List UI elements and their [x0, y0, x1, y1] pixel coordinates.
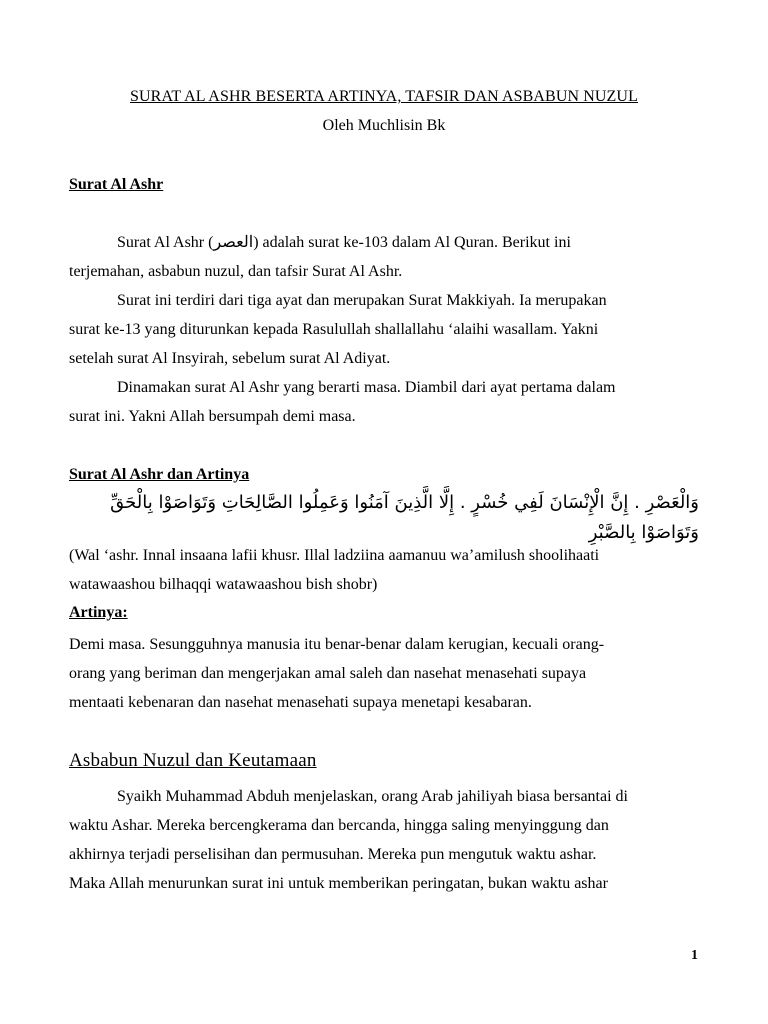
arabic-line: وَالْعَصْرِ . إِنَّ الْإِنْسَانَ لَفِي خُسْرٍ . إِلَّا الَّذِينَ آمَنُوا وَعَمِلُوا الصَّالِحَاتِ وَتَوَاصَوْا بِالْحَقِّ	[110, 492, 699, 513]
page-number: 1	[691, 948, 698, 963]
text-line: Surat ini terdiri dari tiga ayat dan merupakan Surat Makkiyah. Ia merupakan	[117, 292, 607, 309]
text-line: Demi masa. Sesungguhnya manusia itu benar-benar dalam kerugian, kecuali orang-	[69, 636, 605, 653]
document-author: Oleh Muchlisin Bk	[322, 117, 446, 134]
text-line: Surat Al Ashr (العصر) adalah surat ke-103 dalam Al Quran. Berikut ini	[117, 234, 571, 251]
paragraph-intro	[69, 228, 709, 286]
section-heading-surat-dan-artinya: Surat Al Ashr dan Artinya	[69, 466, 250, 483]
text-line: surat ke-13 yang diturunkan kepada Rasulullah shallallahu ‘alaihi wasallam. Yakni	[69, 321, 599, 338]
text-line: orang yang beriman dan mengerjakan amal saleh dan nasehat menasehati supaya	[69, 665, 587, 682]
paragraph-meaning	[69, 630, 709, 717]
text-line: terjemahan, asbabun nuzul, dan tafsir Surat Al Ashr.	[69, 263, 403, 280]
text-line: waktu Ashar. Mereka bercengkerama dan bercanda, hingga saling menyinggung dan	[69, 817, 609, 834]
text-line: Dinamakan surat Al Ashr yang berarti masa. Diambil dari ayat pertama dalam	[117, 379, 616, 396]
text-line: surat ini. Yakni Allah bersumpah demi masa.	[69, 408, 356, 425]
meaning-heading: Artinya:	[69, 604, 128, 621]
text-line: (Wal ‘ashr. Innal insaana lafii khusr. Illal ladziina aamanuu wa’amilush shoolihaati	[69, 547, 600, 564]
text-line: Maka Allah menurunkan surat ini untuk memberikan peringatan, bukan waktu ashar	[69, 875, 608, 892]
text-line: mentaati kebenaran dan nasehat menasehati supaya menetapi kesabaran.	[69, 694, 532, 711]
text-line: setelah surat Al Insyirah, sebelum surat Al Adiyat.	[69, 350, 391, 367]
document-title: SURAT AL ASHR BESERTA ARTINYA, TAFSIR DAN ASBABUN NUZUL	[130, 88, 638, 105]
arabic-line: وَتَوَاصَوْا بِالصَّبْرِ	[588, 522, 699, 543]
paragraph-makkiyah	[69, 286, 709, 373]
section-heading-asbabun-nuzul: Asbabun Nuzul dan Keutamaan	[69, 750, 317, 771]
arabic-verse	[69, 488, 699, 548]
section-heading-surat-al-ashr: Surat Al Ashr	[69, 176, 164, 193]
transliteration	[69, 541, 709, 599]
paragraph-asbabun-nuzul	[69, 782, 709, 898]
text-line: Syaikh Muhammad Abduh menjelaskan, orang Arab jahiliyah biasa bersantai di	[117, 788, 628, 805]
text-line: watawaashou bilhaqqi watawaashou bish shobr)	[69, 576, 378, 593]
paragraph-naming	[69, 373, 709, 431]
text-line: akhirnya terjadi perselisihan dan permusuhan. Mereka pun mengutuk waktu ashar.	[69, 846, 597, 863]
